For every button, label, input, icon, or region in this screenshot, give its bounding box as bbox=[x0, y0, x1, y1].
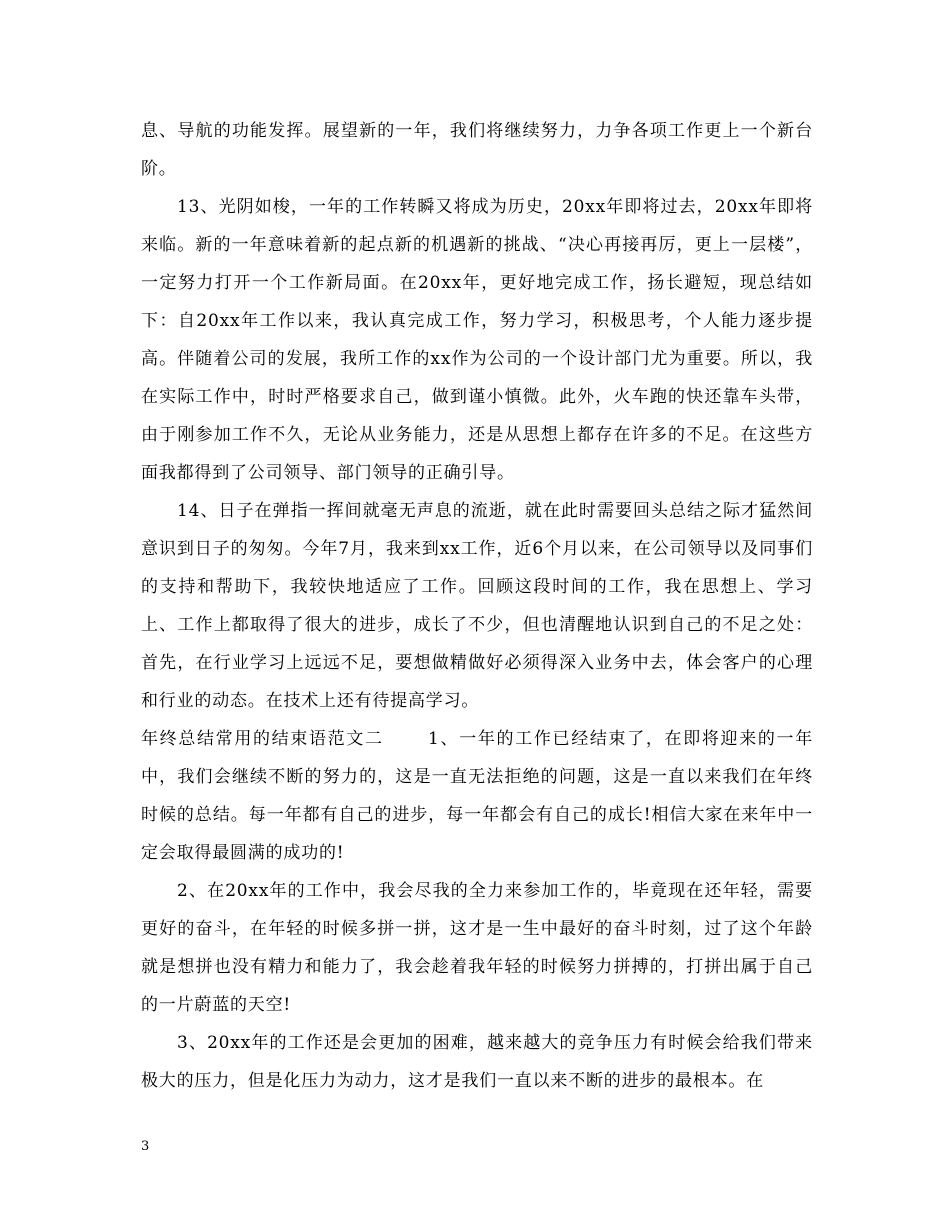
paragraph-13: 13、光阴如梭，一年的工作转瞬又将成为历史，20xx年即将过去，20xx年即将来临。新的一年意味着新的起点新的机遇新的挑战、“决心再接再厉，更上一层楼”，一定努力打开一个工作新局面。在20xx年，更好地完成工作，扬长避短，现总结如下：自20xx年工作以来，我认真完成工作，努力学习，积极思考，个人能力逐步提高。伴随着公司的发展，我所工作的xx作为公司的一个设计部门尤为重要。所以，我在实际工作中，时时严格要求自己，做到谨小慎微。此外，火车跑的快还靠车头带，由于刚参加工作不久，无论从业务能力，还是从思想上都存在许多的不足。在这些方面我都得到了公司领导、部门领导的正确引导。 bbox=[141, 197, 813, 483]
paragraph-14: 14、日子在弹指一挥间就毫无声息的流逝，就在此时需要回头总结之际才猛然间意识到日子的匆匆。今年7月，我来到xx工作，近6个月以来，在公司领导以及同事们的支持和帮助下，我较快地适应了工作。回顾这段时间的工作，我在思想上、学习上、工作上都取得了很大的进步，成长了不少，但也清醒地认识到自己的不足之处：首先，在行业学习上远远不足，要想做精做好必须得深入业务中去，体会客户的心理和行业的动态。在技术上还有待提高学习。 bbox=[141, 501, 813, 711]
paragraph-continuation: 息、导航的功能发挥。展望新的一年，我们将继续努力，力争各项工作更上一个新台阶。 bbox=[141, 121, 813, 179]
paragraph-3: 3、20xx年的工作还是会更加的困难，越来越大的竞争压力有时候会给我们带来极大的压力，但是化压力为动力，这才是我们一直以来不断的进步的最根本。在 bbox=[141, 1033, 813, 1091]
paragraph-section-two: 年终总结常用的结束语范文二 1、一年的工作已经结束了，在即将迎来的一年中，我们会继续不断的努力的，这是一直无法拒绝的问题，这是一直以来我们在年终时候的总结。每一年都有自己的进步，每一年都会有自己的成长!相信大家在来年中一定会取得最圆满的成功的! bbox=[141, 729, 813, 863]
body-text bbox=[141, 112, 813, 1100]
paragraph-2: 2、在20xx年的工作中，我会尽我的全力来参加工作的，毕竟现在还年轻，需要更好的奋斗，在年轻的时候多拼一拼，这才是一生中最好的奋斗时刻，过了这个年龄就是想拼也没有精力和能力了，我会趁着我年轻的时候努力拼搏的，打拼出属于自己的一片蔚蓝的天空! bbox=[141, 881, 813, 1015]
page-number: 3 bbox=[141, 1139, 150, 1154]
